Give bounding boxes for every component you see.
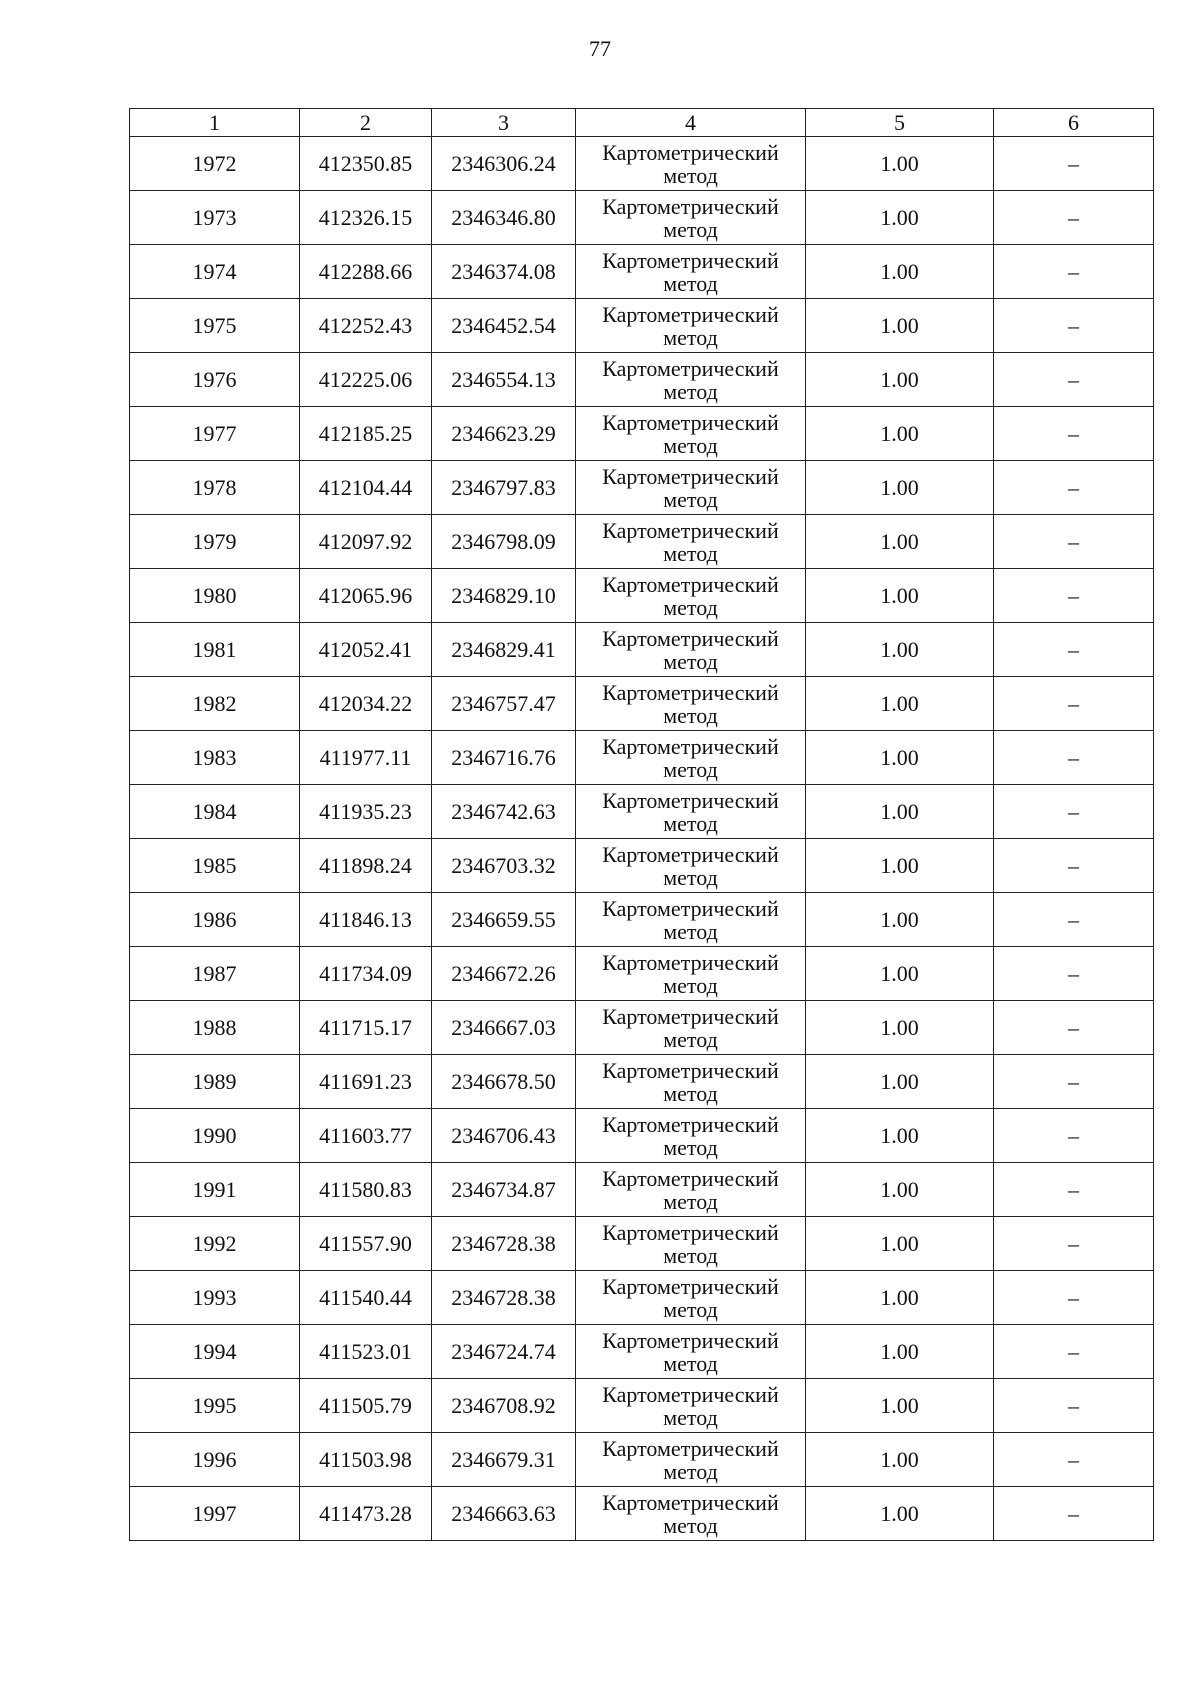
note-cell: – xyxy=(994,1487,1154,1541)
y-coordinate-cell: 2346554.13 xyxy=(432,353,576,407)
method-line-2: метод xyxy=(663,486,718,512)
method-cell xyxy=(576,731,806,785)
method-cell xyxy=(576,1271,806,1325)
method-cell xyxy=(576,245,806,299)
accuracy-cell: 1.00 xyxy=(806,839,994,893)
header-cell-3: 3 xyxy=(432,109,576,137)
method-line-1: Картометрический xyxy=(602,247,779,273)
method-cell xyxy=(576,137,806,191)
point-number-cell: 1982 xyxy=(130,677,300,731)
accuracy-cell: 1.00 xyxy=(806,1163,994,1217)
table-row xyxy=(130,407,1154,461)
header-cell-1: 1 xyxy=(130,109,300,137)
x-coordinate-cell: 412065.96 xyxy=(300,569,432,623)
x-coordinate-cell: 411473.28 xyxy=(300,1487,432,1541)
method-line-2: метод xyxy=(663,324,718,350)
accuracy-cell: 1.00 xyxy=(806,569,994,623)
method-line-2: метод xyxy=(663,702,718,728)
method-cell xyxy=(576,1433,806,1487)
method-line-1: Картометрический xyxy=(602,1327,779,1353)
x-coordinate-cell: 411540.44 xyxy=(300,1271,432,1325)
y-coordinate-cell: 2346798.09 xyxy=(432,515,576,569)
accuracy-cell: 1.00 xyxy=(806,1001,994,1055)
table-row xyxy=(130,1001,1154,1055)
method-line-2: метод xyxy=(663,216,718,242)
method-line-1: Картометрический xyxy=(602,949,779,975)
x-coordinate-cell: 412052.41 xyxy=(300,623,432,677)
header-cell-6: 6 xyxy=(994,109,1154,137)
method-line-2: метод xyxy=(663,594,718,620)
method-line-2: метод xyxy=(663,1134,718,1160)
x-coordinate-cell: 411557.90 xyxy=(300,1217,432,1271)
point-number-cell: 1987 xyxy=(130,947,300,1001)
note-cell: – xyxy=(994,353,1154,407)
x-coordinate-cell: 412185.25 xyxy=(300,407,432,461)
y-coordinate-cell: 2346703.32 xyxy=(432,839,576,893)
accuracy-cell: 1.00 xyxy=(806,1379,994,1433)
method-cell xyxy=(576,1109,806,1163)
method-line-2: метод xyxy=(663,540,718,566)
accuracy-cell: 1.00 xyxy=(806,407,994,461)
point-number-cell: 1985 xyxy=(130,839,300,893)
method-cell xyxy=(576,461,806,515)
x-coordinate-cell: 412104.44 xyxy=(300,461,432,515)
accuracy-cell: 1.00 xyxy=(806,785,994,839)
table-row xyxy=(130,623,1154,677)
method-line-1: Картометрический xyxy=(602,139,779,165)
table-row xyxy=(130,1433,1154,1487)
method-line-1: Картометрический xyxy=(602,787,779,813)
method-line-2: метод xyxy=(663,162,718,188)
method-cell xyxy=(576,353,806,407)
y-coordinate-cell: 2346659.55 xyxy=(432,893,576,947)
x-coordinate-cell: 412350.85 xyxy=(300,137,432,191)
accuracy-cell: 1.00 xyxy=(806,1433,994,1487)
method-cell xyxy=(576,1379,806,1433)
method-line-2: метод xyxy=(663,756,718,782)
table-row xyxy=(130,1487,1154,1541)
method-line-1: Картометрический xyxy=(602,355,779,381)
accuracy-cell: 1.00 xyxy=(806,893,994,947)
y-coordinate-cell: 2346829.41 xyxy=(432,623,576,677)
x-coordinate-cell: 412225.06 xyxy=(300,353,432,407)
method-line-1: Картометрический xyxy=(602,1165,779,1191)
method-line-2: метод xyxy=(663,1296,718,1322)
point-number-cell: 1997 xyxy=(130,1487,300,1541)
y-coordinate-cell: 2346757.47 xyxy=(432,677,576,731)
y-coordinate-cell: 2346679.31 xyxy=(432,1433,576,1487)
point-number-cell: 1996 xyxy=(130,1433,300,1487)
page-number: 77 xyxy=(589,36,611,61)
accuracy-cell: 1.00 xyxy=(806,191,994,245)
x-coordinate-cell: 411580.83 xyxy=(300,1163,432,1217)
point-number-cell: 1994 xyxy=(130,1325,300,1379)
method-line-1: Картометрический xyxy=(602,1435,779,1461)
point-number-cell: 1990 xyxy=(130,1109,300,1163)
accuracy-cell: 1.00 xyxy=(806,245,994,299)
x-coordinate-cell: 411505.79 xyxy=(300,1379,432,1433)
table-row xyxy=(130,839,1154,893)
accuracy-cell: 1.00 xyxy=(806,623,994,677)
y-coordinate-cell: 2346346.80 xyxy=(432,191,576,245)
method-cell xyxy=(576,515,806,569)
accuracy-cell: 1.00 xyxy=(806,1055,994,1109)
method-line-2: метод xyxy=(663,1350,718,1376)
y-coordinate-cell: 2346708.92 xyxy=(432,1379,576,1433)
method-line-2: метод xyxy=(663,810,718,836)
accuracy-cell: 1.00 xyxy=(806,137,994,191)
accuracy-cell: 1.00 xyxy=(806,1217,994,1271)
y-coordinate-cell: 2346724.74 xyxy=(432,1325,576,1379)
table-header-row xyxy=(130,109,1154,137)
x-coordinate-cell: 411898.24 xyxy=(300,839,432,893)
point-number-cell: 1977 xyxy=(130,407,300,461)
table-body xyxy=(130,109,1154,1541)
accuracy-cell: 1.00 xyxy=(806,1109,994,1163)
method-cell xyxy=(576,1487,806,1541)
y-coordinate-cell: 2346678.50 xyxy=(432,1055,576,1109)
table-row xyxy=(130,245,1154,299)
y-coordinate-cell: 2346706.43 xyxy=(432,1109,576,1163)
point-number-cell: 1980 xyxy=(130,569,300,623)
method-line-1: Картометрический xyxy=(602,517,779,543)
point-number-cell: 1991 xyxy=(130,1163,300,1217)
table-row xyxy=(130,731,1154,785)
method-line-2: метод xyxy=(663,1026,718,1052)
method-line-2: метод xyxy=(663,378,718,404)
note-cell: – xyxy=(994,299,1154,353)
table-row xyxy=(130,1271,1154,1325)
method-line-1: Картометрический xyxy=(602,733,779,759)
note-cell: – xyxy=(994,1001,1154,1055)
accuracy-cell: 1.00 xyxy=(806,515,994,569)
method-cell xyxy=(576,947,806,1001)
x-coordinate-cell: 411603.77 xyxy=(300,1109,432,1163)
method-line-2: метод xyxy=(663,648,718,674)
x-coordinate-cell: 411523.01 xyxy=(300,1325,432,1379)
accuracy-cell: 1.00 xyxy=(806,299,994,353)
method-line-1: Картометрический xyxy=(602,571,779,597)
note-cell: – xyxy=(994,839,1154,893)
x-coordinate-cell: 412034.22 xyxy=(300,677,432,731)
method-line-2: метод xyxy=(663,1188,718,1214)
y-coordinate-cell: 2346716.76 xyxy=(432,731,576,785)
method-cell xyxy=(576,1055,806,1109)
x-coordinate-cell: 411691.23 xyxy=(300,1055,432,1109)
method-line-2: метод xyxy=(663,1512,718,1538)
y-coordinate-cell: 2346728.38 xyxy=(432,1217,576,1271)
method-line-2: метод xyxy=(663,432,718,458)
point-number-cell: 1976 xyxy=(130,353,300,407)
method-line-2: метод xyxy=(663,972,718,998)
note-cell: – xyxy=(994,1217,1154,1271)
method-line-1: Картометрический xyxy=(602,463,779,489)
point-number-cell: 1974 xyxy=(130,245,300,299)
method-line-1: Картометрический xyxy=(602,895,779,921)
note-cell: – xyxy=(994,1055,1154,1109)
coordinates-table xyxy=(129,108,1154,1541)
note-cell: – xyxy=(994,137,1154,191)
x-coordinate-cell: 411935.23 xyxy=(300,785,432,839)
point-number-cell: 1984 xyxy=(130,785,300,839)
note-cell: – xyxy=(994,1325,1154,1379)
table-row xyxy=(130,947,1154,1001)
y-coordinate-cell: 2346306.24 xyxy=(432,137,576,191)
method-cell xyxy=(576,569,806,623)
x-coordinate-cell: 411734.09 xyxy=(300,947,432,1001)
method-cell xyxy=(576,839,806,893)
method-line-2: метод xyxy=(663,918,718,944)
note-cell: – xyxy=(994,623,1154,677)
point-number-cell: 1978 xyxy=(130,461,300,515)
table-row xyxy=(130,299,1154,353)
method-line-1: Картометрический xyxy=(602,1273,779,1299)
table-row xyxy=(130,515,1154,569)
method-line-2: метод xyxy=(663,270,718,296)
point-number-cell: 1972 xyxy=(130,137,300,191)
header-cell-5: 5 xyxy=(806,109,994,137)
table-row xyxy=(130,137,1154,191)
table-row xyxy=(130,461,1154,515)
accuracy-cell: 1.00 xyxy=(806,731,994,785)
x-coordinate-cell: 412252.43 xyxy=(300,299,432,353)
method-line-2: метод xyxy=(663,864,718,890)
note-cell: – xyxy=(994,569,1154,623)
method-line-1: Картометрический xyxy=(602,1057,779,1083)
point-number-cell: 1988 xyxy=(130,1001,300,1055)
y-coordinate-cell: 2346452.54 xyxy=(432,299,576,353)
table-row xyxy=(130,677,1154,731)
method-cell xyxy=(576,1325,806,1379)
method-line-1: Картометрический xyxy=(602,841,779,867)
y-coordinate-cell: 2346374.08 xyxy=(432,245,576,299)
point-number-cell: 1979 xyxy=(130,515,300,569)
method-line-1: Картометрический xyxy=(602,1219,779,1245)
table-row xyxy=(130,1055,1154,1109)
note-cell: – xyxy=(994,1379,1154,1433)
header-cell-2: 2 xyxy=(300,109,432,137)
method-line-1: Картометрический xyxy=(602,1381,779,1407)
note-cell: – xyxy=(994,947,1154,1001)
note-cell: – xyxy=(994,191,1154,245)
x-coordinate-cell: 412097.92 xyxy=(300,515,432,569)
accuracy-cell: 1.00 xyxy=(806,461,994,515)
table-row xyxy=(130,785,1154,839)
method-line-1: Картометрический xyxy=(602,1489,779,1515)
x-coordinate-cell: 411977.11 xyxy=(300,731,432,785)
method-cell xyxy=(576,677,806,731)
y-coordinate-cell: 2346829.10 xyxy=(432,569,576,623)
note-cell: – xyxy=(994,461,1154,515)
method-line-1: Картометрический xyxy=(602,193,779,219)
accuracy-cell: 1.00 xyxy=(806,1271,994,1325)
note-cell: – xyxy=(994,515,1154,569)
method-cell xyxy=(576,1163,806,1217)
accuracy-cell: 1.00 xyxy=(806,1487,994,1541)
y-coordinate-cell: 2346672.26 xyxy=(432,947,576,1001)
x-coordinate-cell: 412326.15 xyxy=(300,191,432,245)
table-row xyxy=(130,191,1154,245)
y-coordinate-cell: 2346728.38 xyxy=(432,1271,576,1325)
table-row xyxy=(130,1325,1154,1379)
method-cell xyxy=(576,407,806,461)
y-coordinate-cell: 2346742.63 xyxy=(432,785,576,839)
y-coordinate-cell: 2346663.63 xyxy=(432,1487,576,1541)
method-line-1: Картометрический xyxy=(602,625,779,651)
method-line-1: Картометрический xyxy=(602,1003,779,1029)
x-coordinate-cell: 411503.98 xyxy=(300,1433,432,1487)
method-line-2: метод xyxy=(663,1404,718,1430)
method-cell xyxy=(576,623,806,677)
note-cell: – xyxy=(994,731,1154,785)
note-cell: – xyxy=(994,785,1154,839)
x-coordinate-cell: 412288.66 xyxy=(300,245,432,299)
method-line-1: Картометрический xyxy=(602,679,779,705)
table-row xyxy=(130,1163,1154,1217)
header-cell-4: 4 xyxy=(576,109,806,137)
y-coordinate-cell: 2346623.29 xyxy=(432,407,576,461)
x-coordinate-cell: 411846.13 xyxy=(300,893,432,947)
table-row xyxy=(130,893,1154,947)
y-coordinate-cell: 2346734.87 xyxy=(432,1163,576,1217)
point-number-cell: 1981 xyxy=(130,623,300,677)
note-cell: – xyxy=(994,1163,1154,1217)
point-number-cell: 1986 xyxy=(130,893,300,947)
note-cell: – xyxy=(994,1271,1154,1325)
accuracy-cell: 1.00 xyxy=(806,677,994,731)
method-cell xyxy=(576,1001,806,1055)
point-number-cell: 1993 xyxy=(130,1271,300,1325)
method-line-2: метод xyxy=(663,1242,718,1268)
point-number-cell: 1973 xyxy=(130,191,300,245)
note-cell: – xyxy=(994,677,1154,731)
table-row xyxy=(130,1109,1154,1163)
point-number-cell: 1983 xyxy=(130,731,300,785)
method-cell xyxy=(576,1217,806,1271)
note-cell: – xyxy=(994,407,1154,461)
y-coordinate-cell: 2346667.03 xyxy=(432,1001,576,1055)
note-cell: – xyxy=(994,893,1154,947)
method-line-1: Картометрический xyxy=(602,409,779,435)
point-number-cell: 1992 xyxy=(130,1217,300,1271)
method-cell xyxy=(576,299,806,353)
point-number-cell: 1989 xyxy=(130,1055,300,1109)
table-row xyxy=(130,353,1154,407)
note-cell: – xyxy=(994,245,1154,299)
point-number-cell: 1975 xyxy=(130,299,300,353)
method-line-2: метод xyxy=(663,1458,718,1484)
note-cell: – xyxy=(994,1109,1154,1163)
table-row xyxy=(130,569,1154,623)
y-coordinate-cell: 2346797.83 xyxy=(432,461,576,515)
x-coordinate-cell: 411715.17 xyxy=(300,1001,432,1055)
table-row xyxy=(130,1217,1154,1271)
method-cell xyxy=(576,785,806,839)
accuracy-cell: 1.00 xyxy=(806,1325,994,1379)
accuracy-cell: 1.00 xyxy=(806,947,994,1001)
method-line-1: Картометрический xyxy=(602,1111,779,1137)
method-cell xyxy=(576,893,806,947)
table-row xyxy=(130,1379,1154,1433)
method-line-1: Картометрический xyxy=(602,301,779,327)
method-line-2: метод xyxy=(663,1080,718,1106)
method-cell xyxy=(576,191,806,245)
accuracy-cell: 1.00 xyxy=(806,353,994,407)
note-cell: – xyxy=(994,1433,1154,1487)
point-number-cell: 1995 xyxy=(130,1379,300,1433)
